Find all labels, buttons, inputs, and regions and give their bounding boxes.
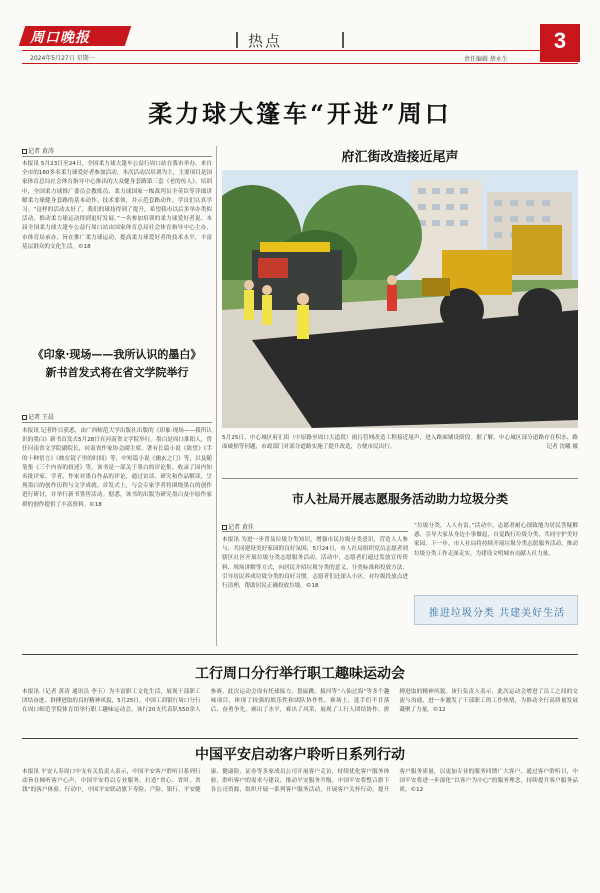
paper-name: 周口晚报 — [30, 30, 90, 46]
volunteer-byline — [222, 522, 254, 531]
issue-date: 2024年5月27日 星期一 — [30, 55, 95, 62]
road-paving-photo[interactable] — [222, 170, 578, 428]
insurance-headline[interactable]: 中国平安启动客户聆听日系列行动 — [195, 747, 405, 763]
sports-body: 本报讯（记者 黄涛 通讯员 李玉）为丰富职工文化生活，展现干部职工团结奋进、拼搏进取的良好精神风貌，5月25日，中国工商银行周口分行在周口师范学院体育馆举行职工趣味运动会。该行20支代表队550余人参赛。此次运动会设有托球接力、袋鼠跳、拔河等“八仙过海”等多个趣味项目，体现了较强的娱乐性和团队协作性。赛场上，选手们不甘落后、奋勇争先，赛出了水平，赛出了风采，展现了工行人团结协作、拼搏进取的精神风貌。该行负责人表示，此次运动会增进了员工之间的交流与沟通，进一步激发了干部职工的工作热情，为推动全行高质量发展凝聚了力量。©12 — [22, 689, 578, 714]
paver-roof — [260, 242, 330, 252]
book-body: 本报讯 记者昨日获悉，由广西师范大学出版社出版的《印象·现场——我所认识的墨白》新书首发式5月28日在河南省文学院举行。墨白是周口淮阳人，曾任河南省文学院副院长，河南省作家协会副主席。著有长篇小说《欲望》《手的十种语言》《映在镜子里的时间》等，中短篇小说《幽玄之门》等，以及随笔集《三个内容的叙述》等。该书是一部关于墨白的评论集，收录了国内知名批评家、学者、作家对墨白作品的评论，通过访谈、研究和作品解读，呈现墨白的创作历程与文学成就。首发式上，与会专家学者将围绕墨白的创作进行研讨，并举行新书签售活动。据悉，该书的出版为研究墨白及中原作家群的创作提供了丰富资料。©18 — [22, 428, 212, 508]
sports-headline[interactable]: 工行周口分行举行职工趣味运动会 — [195, 666, 405, 682]
paver-cab — [258, 258, 288, 278]
book-headline-line2[interactable]: 新书首发式将在省文学院举行 — [45, 366, 189, 379]
photo-bottom-rule — [222, 478, 578, 479]
loader-cab — [512, 225, 562, 275]
section-divider-left — [236, 32, 238, 48]
volunteer-body-left: 本报讯 为进一步普及垃圾分类知识，增强市民垃圾分类意识，营造人人参与、共同建设美好家园的良好氛围，5月24日，市人社局组织党员志愿者到辖区社区开展垃圾分类志愿服务活动。活动中，志愿者们通过发放宣传资料、现场讲解等方式，向居民介绍垃圾分类的意义、分类标准和投放方法，引导居民养成垃圾分类的良好习惯。志愿者们还深入小区，对垃圾投放点进行清理，帮助居民正确投放垃圾。©18 — [222, 537, 408, 590]
road-paving-illustration — [222, 170, 578, 428]
loader-bucket — [422, 278, 450, 296]
volunteer-byline-rule — [222, 531, 408, 532]
page-number: 3 — [553, 28, 567, 53]
lead-byline-rule — [22, 156, 212, 157]
lead-byline — [22, 146, 54, 155]
volunteer-headline[interactable]: 市人社局开展志愿服务活动助力垃圾分类 — [291, 492, 508, 506]
page-number-box — [540, 24, 580, 62]
masthead — [0, 0, 600, 66]
book-byline-rule — [22, 422, 212, 423]
lead-headline[interactable]: 柔力球大篷车“开进”周口 — [148, 99, 452, 128]
book-byline — [22, 412, 54, 421]
editor-credit: 责任编辑 蔡永生 — [464, 56, 508, 63]
loader-body — [442, 250, 512, 295]
photo-headline[interactable]: 府汇街改造接近尾声 — [341, 150, 459, 165]
header-bottom-rule — [22, 63, 578, 64]
book-headline-line1[interactable]: 《印象·现场——我所认识的墨白》 — [32, 348, 202, 361]
byline-box-icon — [22, 149, 27, 154]
column-divider — [216, 146, 217, 646]
sports-top-rule — [22, 654, 578, 655]
paper-logo[interactable] — [22, 26, 128, 46]
byline-box-icon — [22, 415, 27, 420]
garbage-sorting-banner — [414, 595, 578, 625]
section-divider-right — [342, 32, 344, 48]
photo-caption-text: 5月25日，中心城区府汇街（中原路至周口大道段）雨污管网改造工程接近尾声，进入路面铺设阶段。据了解，中心城区部分道路存在积水、路面破损等问题，市政部门对部分道路实施了提升改造，方便市民出行。 — [222, 435, 578, 450]
volunteer-body-right: “垃圾分类，人人有责。”活动中，志愿者耐心细致地为居民答疑解惑，引导大家从身边小事做起，自觉践行垃圾分类，共同守护美好家园。下一步，市人社局将持续开展垃圾分类志愿服务活动，推动垃圾分类工作走深走实，为建设文明城市贡献人社力量。 — [414, 523, 578, 557]
book-byline-text: 记者 王晨 — [28, 414, 54, 421]
insurance-top-rule — [22, 738, 578, 739]
byline-box-icon — [222, 525, 227, 530]
insurance-body: 本报讯 平安人寿周口中支有关负责人表示，中国平安客户聆听日系列行动旨在倾听客户心声，中国平安将以专业服务，打造“省心、省时、省钱”的客户体验。行动中，中国平安联动旗下寿险、产险、银行、平安健康、健康险、证券等多家成员公司开展客户走访，持续优化客户服务体验，聆听客户的需求与建议，推动平安服务升级。中国平安将整合旗下各公司资源，组织开展一系列客户服务活动，开展客户关怀行动，提升客户服务质量，以更加专业的服务回馈广大客户。通过客户聆听日，中国平安将进一步深化“以客户为中心”的服务理念，持续提升客户服务品质。©12 — [22, 769, 578, 794]
loader-wheel-rear — [518, 288, 562, 332]
section-name: 热点 — [248, 32, 283, 50]
header-rule — [22, 50, 578, 51]
photo-credit: 记者 沈曦 摄 — [546, 444, 578, 450]
banner-slogan: 推进垃圾分类 共建美好生活 — [428, 608, 566, 619]
lead-body: 本报讯 5月23日至24日，全国柔力球大篷车公益行周口站在我市举办，来自全市的160多名柔力球爱好者参加活动。本次活动以培训为主，主要项目是国家体育总局社会体育指导中心推出的大众健身套路第三套《老的传人》。培训中，全国柔力球推广委员会教练员、柔力球国家一级裁判员全英臣等详细讲解柔力球健身套路的基本动作、技术要领，并示范套路动作，学员们认真学习。“这样的活动太好了，我们的球技得到了提升，希望我市以后多举办类似活动，推动柔力球运动得到更好发展。”一名参加培训的柔力球爱好者说。本届全国柔力球大篷车公益行周口站由国家体育总局社会体育指导中心主办，市体育局承办，旨在推广柔力球运动，提高柔力球爱好者的技术水平，丰富基层群众的文化生活。©18 — [22, 161, 212, 250]
volunteer-byline-text: 记者 黄佳 — [228, 524, 254, 531]
photo-caption — [222, 434, 578, 452]
lead-byline-text: 记者 黄涛 — [28, 148, 54, 155]
